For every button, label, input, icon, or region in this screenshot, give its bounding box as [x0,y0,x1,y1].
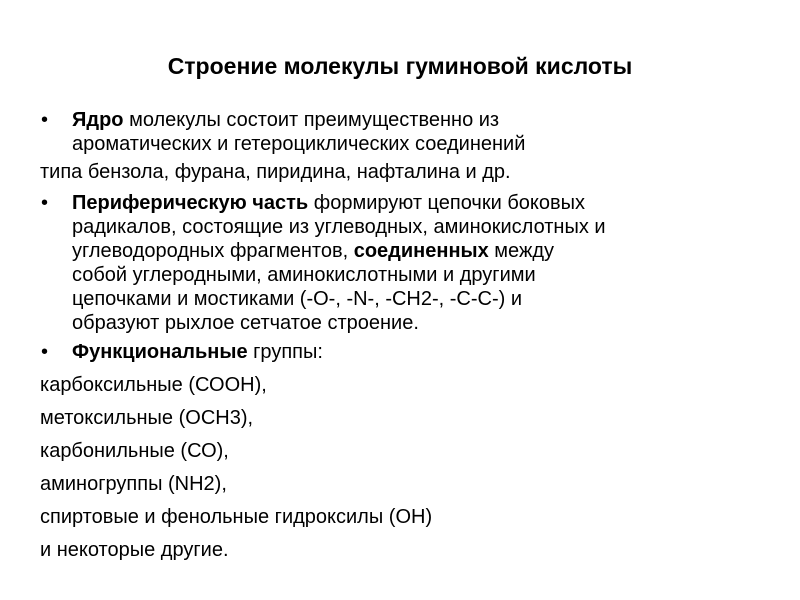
bullet-dot: • [41,192,49,214]
bullet-core-text: молекулы состоит преимущественно из [123,109,500,131]
bullet-periphery-bold: Периферическую часть [72,192,309,214]
bullet-periphery-line-5: цепочками и мостиками (-О-, -N-, -СН2-, -С-С-) и [72,288,523,310]
bullet-periphery-line-3-post: между [488,240,554,262]
bullet-dot: • [41,109,49,131]
bullet-core [40,108,790,156]
bullet-periphery-line-3-pre: углеводородных фрагментов, [72,240,354,262]
functional-group-item: карбоксильные (СООН), [40,374,267,396]
bullet-core-line-1 [72,108,790,132]
bullet-periphery-line-2: радикалов, состоящие из углеводных, аминокислотных и [72,216,606,238]
bullet-periphery-line-3 [72,239,790,263]
slide-title: Строение молекулы гуминовой кислоты [167,53,633,79]
functional-group-item: и некоторые другие. [40,539,229,561]
bullet-functional-bold: Функциональные [72,341,248,363]
bullet-periphery-text: формируют цепочки боковых [308,192,585,214]
bullet-periphery-line-6: образуют рыхлое сетчатое строение. [72,312,419,334]
bullet-dot: • [41,341,49,363]
bullet-core-line-2: ароматических и гетероциклических соединений [72,133,526,155]
functional-group-item: спиртовые и фенольные гидроксилы (ОН) [40,506,433,528]
functional-group-item: метоксильные (ОСН3), [40,407,254,429]
bullet-core-bold: Ядро [72,109,124,131]
bullet-functional-line-1 [72,340,790,364]
bullet-functional [40,340,790,364]
bullet-periphery-line-1 [72,191,790,215]
functional-group-item: карбонильные (СО), [40,440,229,462]
bullet-periphery-line-4: собой углеродными, аминокислотными и другими [72,264,536,286]
bullet-periphery [40,191,790,335]
functional-group-item: аминогруппы (NH2), [40,473,227,495]
bullet-periphery-bold-2: соединенных [353,240,489,262]
slide-content [40,108,790,571]
bullet-core-continuation: типа бензола, фурана, пиридина, нафталина и др. [40,161,511,183]
bullet-functional-text: группы: [247,341,323,363]
